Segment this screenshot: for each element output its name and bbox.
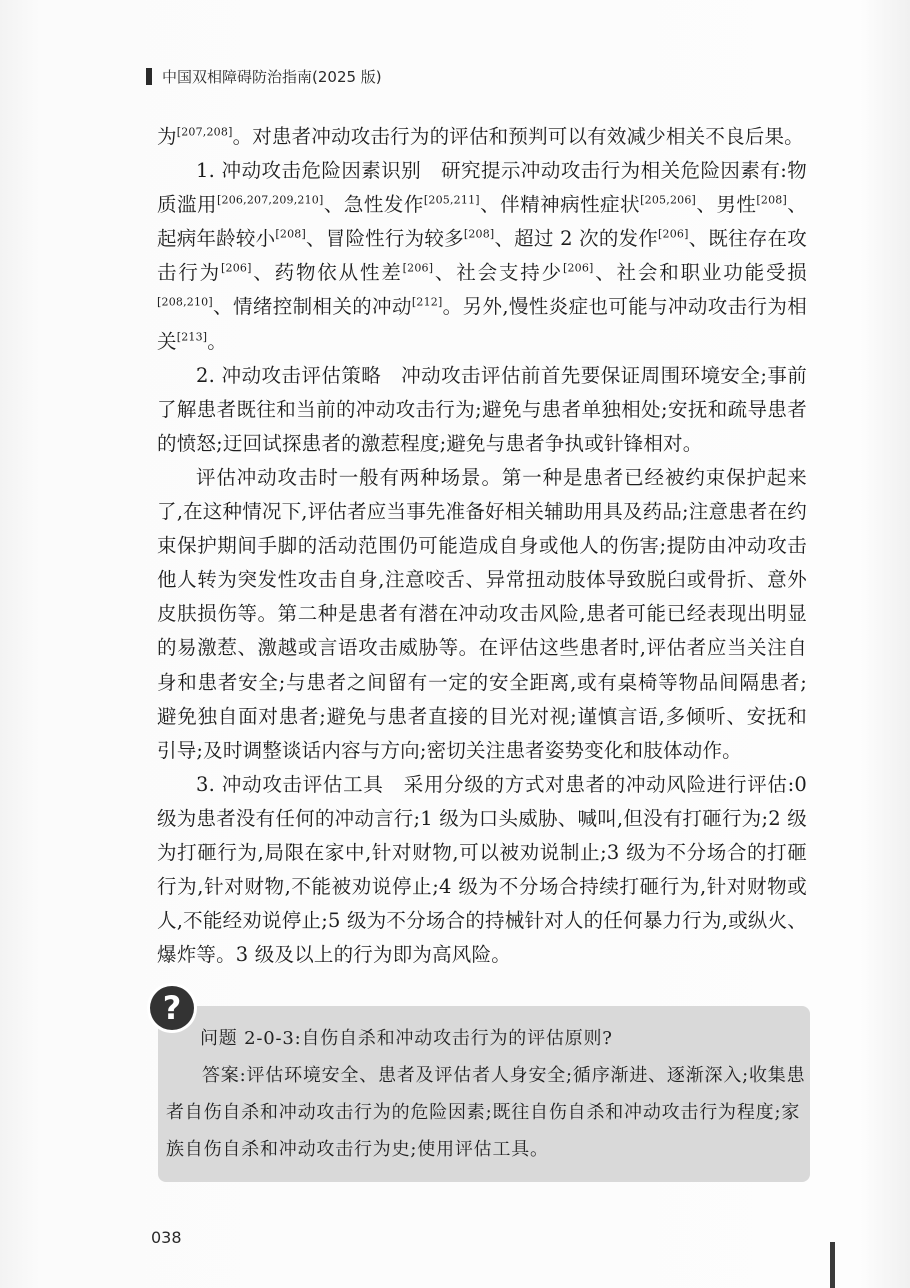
citation: [206] <box>402 261 434 275</box>
citation: [208] <box>463 227 495 241</box>
paragraph-scenarios: 评估冲动攻击时一般有两种场景。第一种是患者已经被约束保护起来了,在这种情况下,评估者应当事先准备好相关辅助用具及药品;注意患者在约束保护期间手脚的活动范围仍可能造成自身或他人的伤害;提防由冲动攻击他人转为突发性攻击自身,注意咬舌、异常扭动肢体导致脱臼或骨折、意外皮肤损伤等。第二种是患者有潜在冲动攻击风险,患者可能已经表现出明显的易激惹、激越或言语攻击威胁等。在评估这些患者时,评估者应当关注自身和患者安全;与患者之间留有一定的安全距离,或有桌椅等物品间隔患者;避免独自面对患者;避免与患者直接的目光对视;谨慎言语,多倾听、安抚和引导;及时调整谈话内容与方向;密切关注患者姿势变化和肢体动作。 <box>157 465 807 762</box>
text-span: 、社会支持少 <box>433 261 563 285</box>
text-span: 、超过 2 次的发作 <box>494 227 659 251</box>
page-number: 038 <box>151 1228 182 1247</box>
citation: [205,211] <box>423 193 480 207</box>
paragraph-continuation <box>157 120 807 154</box>
text-span: 。对患者冲动攻击行为的评估和预判可以有效减少相关不良后果。 <box>232 125 804 148</box>
text-span: 。另外,慢性炎症也可能与冲动攻击行为相关 <box>157 295 807 353</box>
text-span: 、既往存在攻击行为 <box>157 227 807 285</box>
page-edge-mark <box>830 1242 835 1288</box>
text-span: 、男性 <box>696 193 757 217</box>
question-mark-icon: ? <box>150 986 194 1030</box>
running-head <box>146 66 382 87</box>
body-text <box>157 120 807 972</box>
citation: [206] <box>562 261 594 275</box>
citation: [206] <box>658 227 689 241</box>
citation: [208] <box>275 227 306 241</box>
citation: [208] <box>756 193 787 207</box>
text-span: 。 <box>207 329 227 353</box>
text-span: 、社会和职业功能受损 <box>593 261 807 285</box>
running-head-title: 中国双相障碍防治指南(2025 版) <box>162 68 382 86</box>
text-span: 、药物依从性差 <box>251 261 403 285</box>
qa-question: 问题 2-0-3:自伤自杀和冲动攻击行为的评估原则? <box>200 1028 613 1049</box>
running-head-bar <box>146 68 152 85</box>
citation: [212] <box>411 295 443 309</box>
paragraph-assessment-strategy: 2. 冲动攻击评估策略 冲动攻击评估前首先要保证周围环境安全;事前了解患者既往和当前的冲动攻击行为;避免与患者单独相处;安抚和疏导患者的愤怒;迂回试探患者的激惹程度;避免与患者争执或针锋相对。 <box>157 363 807 455</box>
text-span: 为 <box>157 125 177 148</box>
citation: [206] <box>221 261 252 275</box>
qa-answer: 答案:评估环境安全、患者及评估者人身安全;循序渐进、逐渐深入;收集患者自伤自杀和冲动攻击行为的危险因素;既往自伤自杀和冲动攻击行为程度;家族自伤自杀和冲动攻击行为史;使用评估工具。 <box>166 1065 806 1160</box>
text-span: 、起病年龄较小 <box>157 193 807 251</box>
citation: [207,208] <box>176 125 233 139</box>
text-span: 、冒险性行为较多 <box>305 227 464 251</box>
text-span: 、情绪控制相关的冲动 <box>212 295 412 319</box>
text-span: 、伴精神病性症状 <box>479 193 641 217</box>
citation: [213] <box>176 329 208 343</box>
paragraph-assessment-tools: 3. 冲动攻击评估工具 采用分级的方式对患者的冲动风险进行评估:0 级为患者没有任何的冲动言行;1 级为口头威胁、喊叫,但没有打砸行为;2 级为打砸行为,局限在家中,针对财物,可以被劝说制止;3 级为不分场合的打砸行为,针对财物,不能被劝说停止;4 级为不分场合持续打砸行为,针对财物或人,不能经劝说停止;5 级为不分场合的持械针对人的任何暴力行为,或纵火、爆炸等。3 级及以上的行为即为高风险。 <box>157 772 807 967</box>
text-span: 、急性发作 <box>323 193 424 217</box>
qa-box-text <box>166 1020 806 1168</box>
citation: [206,207,209,210] <box>217 193 324 207</box>
paragraph-risk-factors <box>157 154 807 359</box>
text-span: 1. 冲动攻击危险因素识别 研究提示冲动攻击行为相关危险因素有:物质滥用 <box>157 159 807 217</box>
citation: [208,210] <box>157 295 213 309</box>
citation: [205,206] <box>640 193 697 207</box>
